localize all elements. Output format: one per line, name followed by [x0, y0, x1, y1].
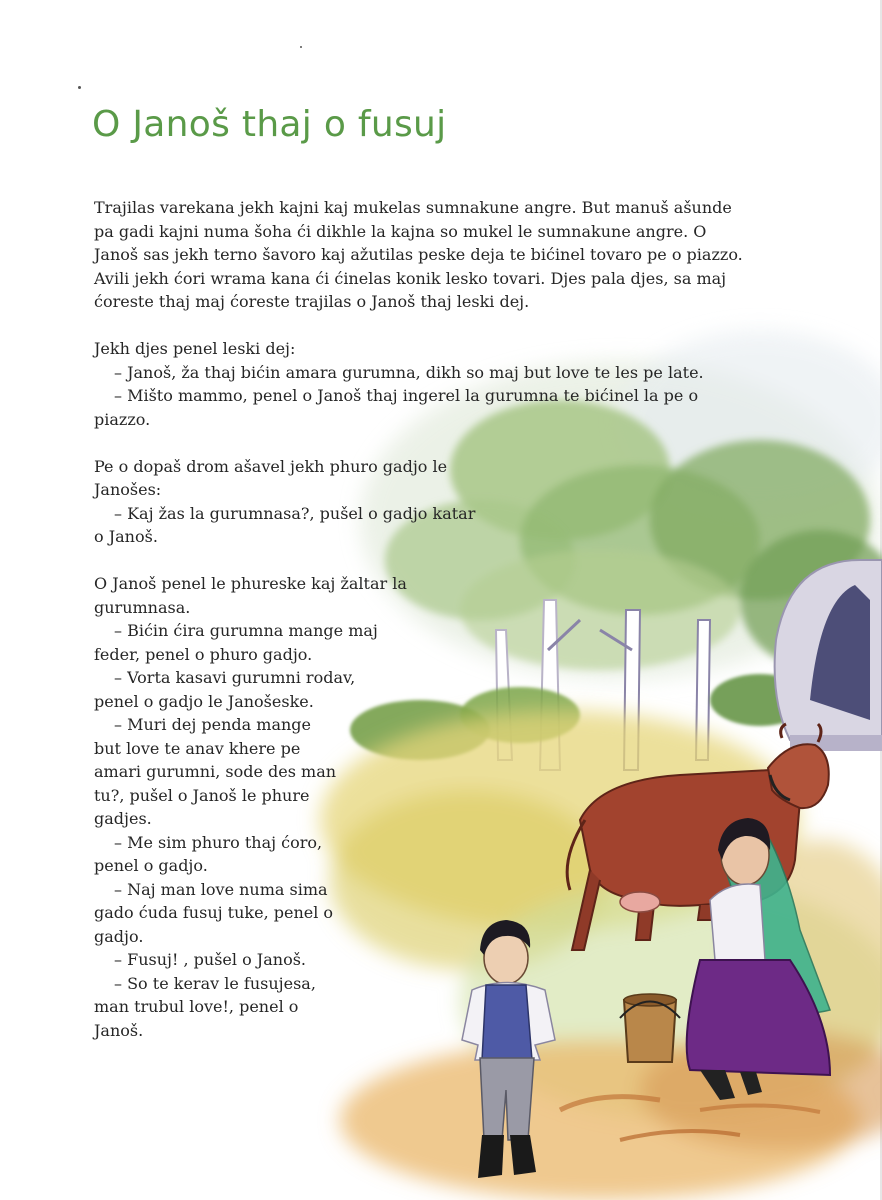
text-line: Avili jekh ćori wrama kana ći ćinelas konik lesko tovari. Djes pala djes, sa maj: [94, 268, 727, 288]
paragraph-1: [94, 196, 754, 314]
text-line: gado ćuda fusuj tuke, penel o: [94, 903, 334, 922]
text-line: Pe o dopaš drom ašavel jekh phuro gadjo le: [94, 456, 448, 476]
text-line: – So te kerav le fusujesa,: [114, 973, 316, 993]
text-line: – Muri dej penda mange: [114, 715, 311, 734]
paragraph-4: [94, 572, 754, 1042]
text-line: piazzo.: [94, 409, 151, 429]
text-line: Trajilas varekana jekh kajni kaj mukelas sumnakune angre. But manuš ašunde: [94, 198, 732, 217]
paper-speck: [78, 86, 81, 89]
text-line: Jekh djes penel leski dej:: [94, 339, 296, 358]
text-line: – Naj man love numa sima: [114, 879, 328, 899]
text-line: amari gurumni, sode des man: [94, 762, 337, 781]
text-line: gadjes.: [94, 809, 152, 828]
paragraph-gap: [94, 314, 754, 338]
text-line: but love te anav khere pe: [94, 738, 301, 758]
text-line: – Bićin ćira gurumna mange maj: [114, 621, 378, 640]
text-line: gadjo.: [94, 926, 144, 946]
text-line: – Fusuj! , pušel o Janoš.: [114, 950, 306, 969]
text-line: man trubul love!, penel o: [94, 997, 299, 1016]
text-line: o Janoš.: [94, 527, 158, 546]
text-line: Janoš.: [94, 1020, 144, 1040]
text-line: gurumnasa.: [94, 597, 191, 617]
text-line: O Janoš penel le phureske kaj žaltar la: [94, 574, 407, 593]
text-line: ćoreste thaj maj ćoreste trajilas o Janoš thaj leski dej.: [94, 292, 530, 311]
text-line: Janoš sas jekh terno šavoro kaj ažutilas peske deja te bićinel tovaro pe o piazzo.: [94, 245, 743, 264]
text-line: – Janoš, ža thaj bićin amara gurumna, dikh so maj but love te les pe late.: [114, 362, 704, 382]
text-line: Janošes:: [94, 480, 162, 499]
text-line: – Me sim phuro thaj ćoro,: [114, 832, 323, 852]
text-line: – Mišto mammo, penel o Janoš thaj ingerel la gurumna te bićinel la pe o: [114, 386, 699, 405]
paragraph-gap: [94, 431, 754, 455]
paragraph-gap: [94, 549, 754, 573]
story-text: [94, 196, 754, 1042]
text-line: penel o gadjo.: [94, 856, 208, 875]
text-line: – Vorta kasavi gurumni rodav,: [114, 668, 356, 687]
page-title: O Janoš thaj o fusuj: [92, 104, 447, 145]
paper-speck: [300, 46, 302, 48]
paragraph-3: [94, 455, 754, 549]
text-line: pa gadi kajni numa šoha ći dikhle la kajna so mukel le sumnakune angre. O: [94, 221, 707, 241]
paragraph-2: [94, 337, 754, 431]
text-line: penel o gadjo le Janošeske.: [94, 691, 314, 711]
text-line: feder, penel o phuro gadjo.: [94, 644, 313, 664]
text-line: – Kaj žas la gurumnasa?, pušel o gadjo katar: [114, 503, 476, 523]
text-line: tu?, pušel o Janoš le phure: [94, 785, 310, 805]
